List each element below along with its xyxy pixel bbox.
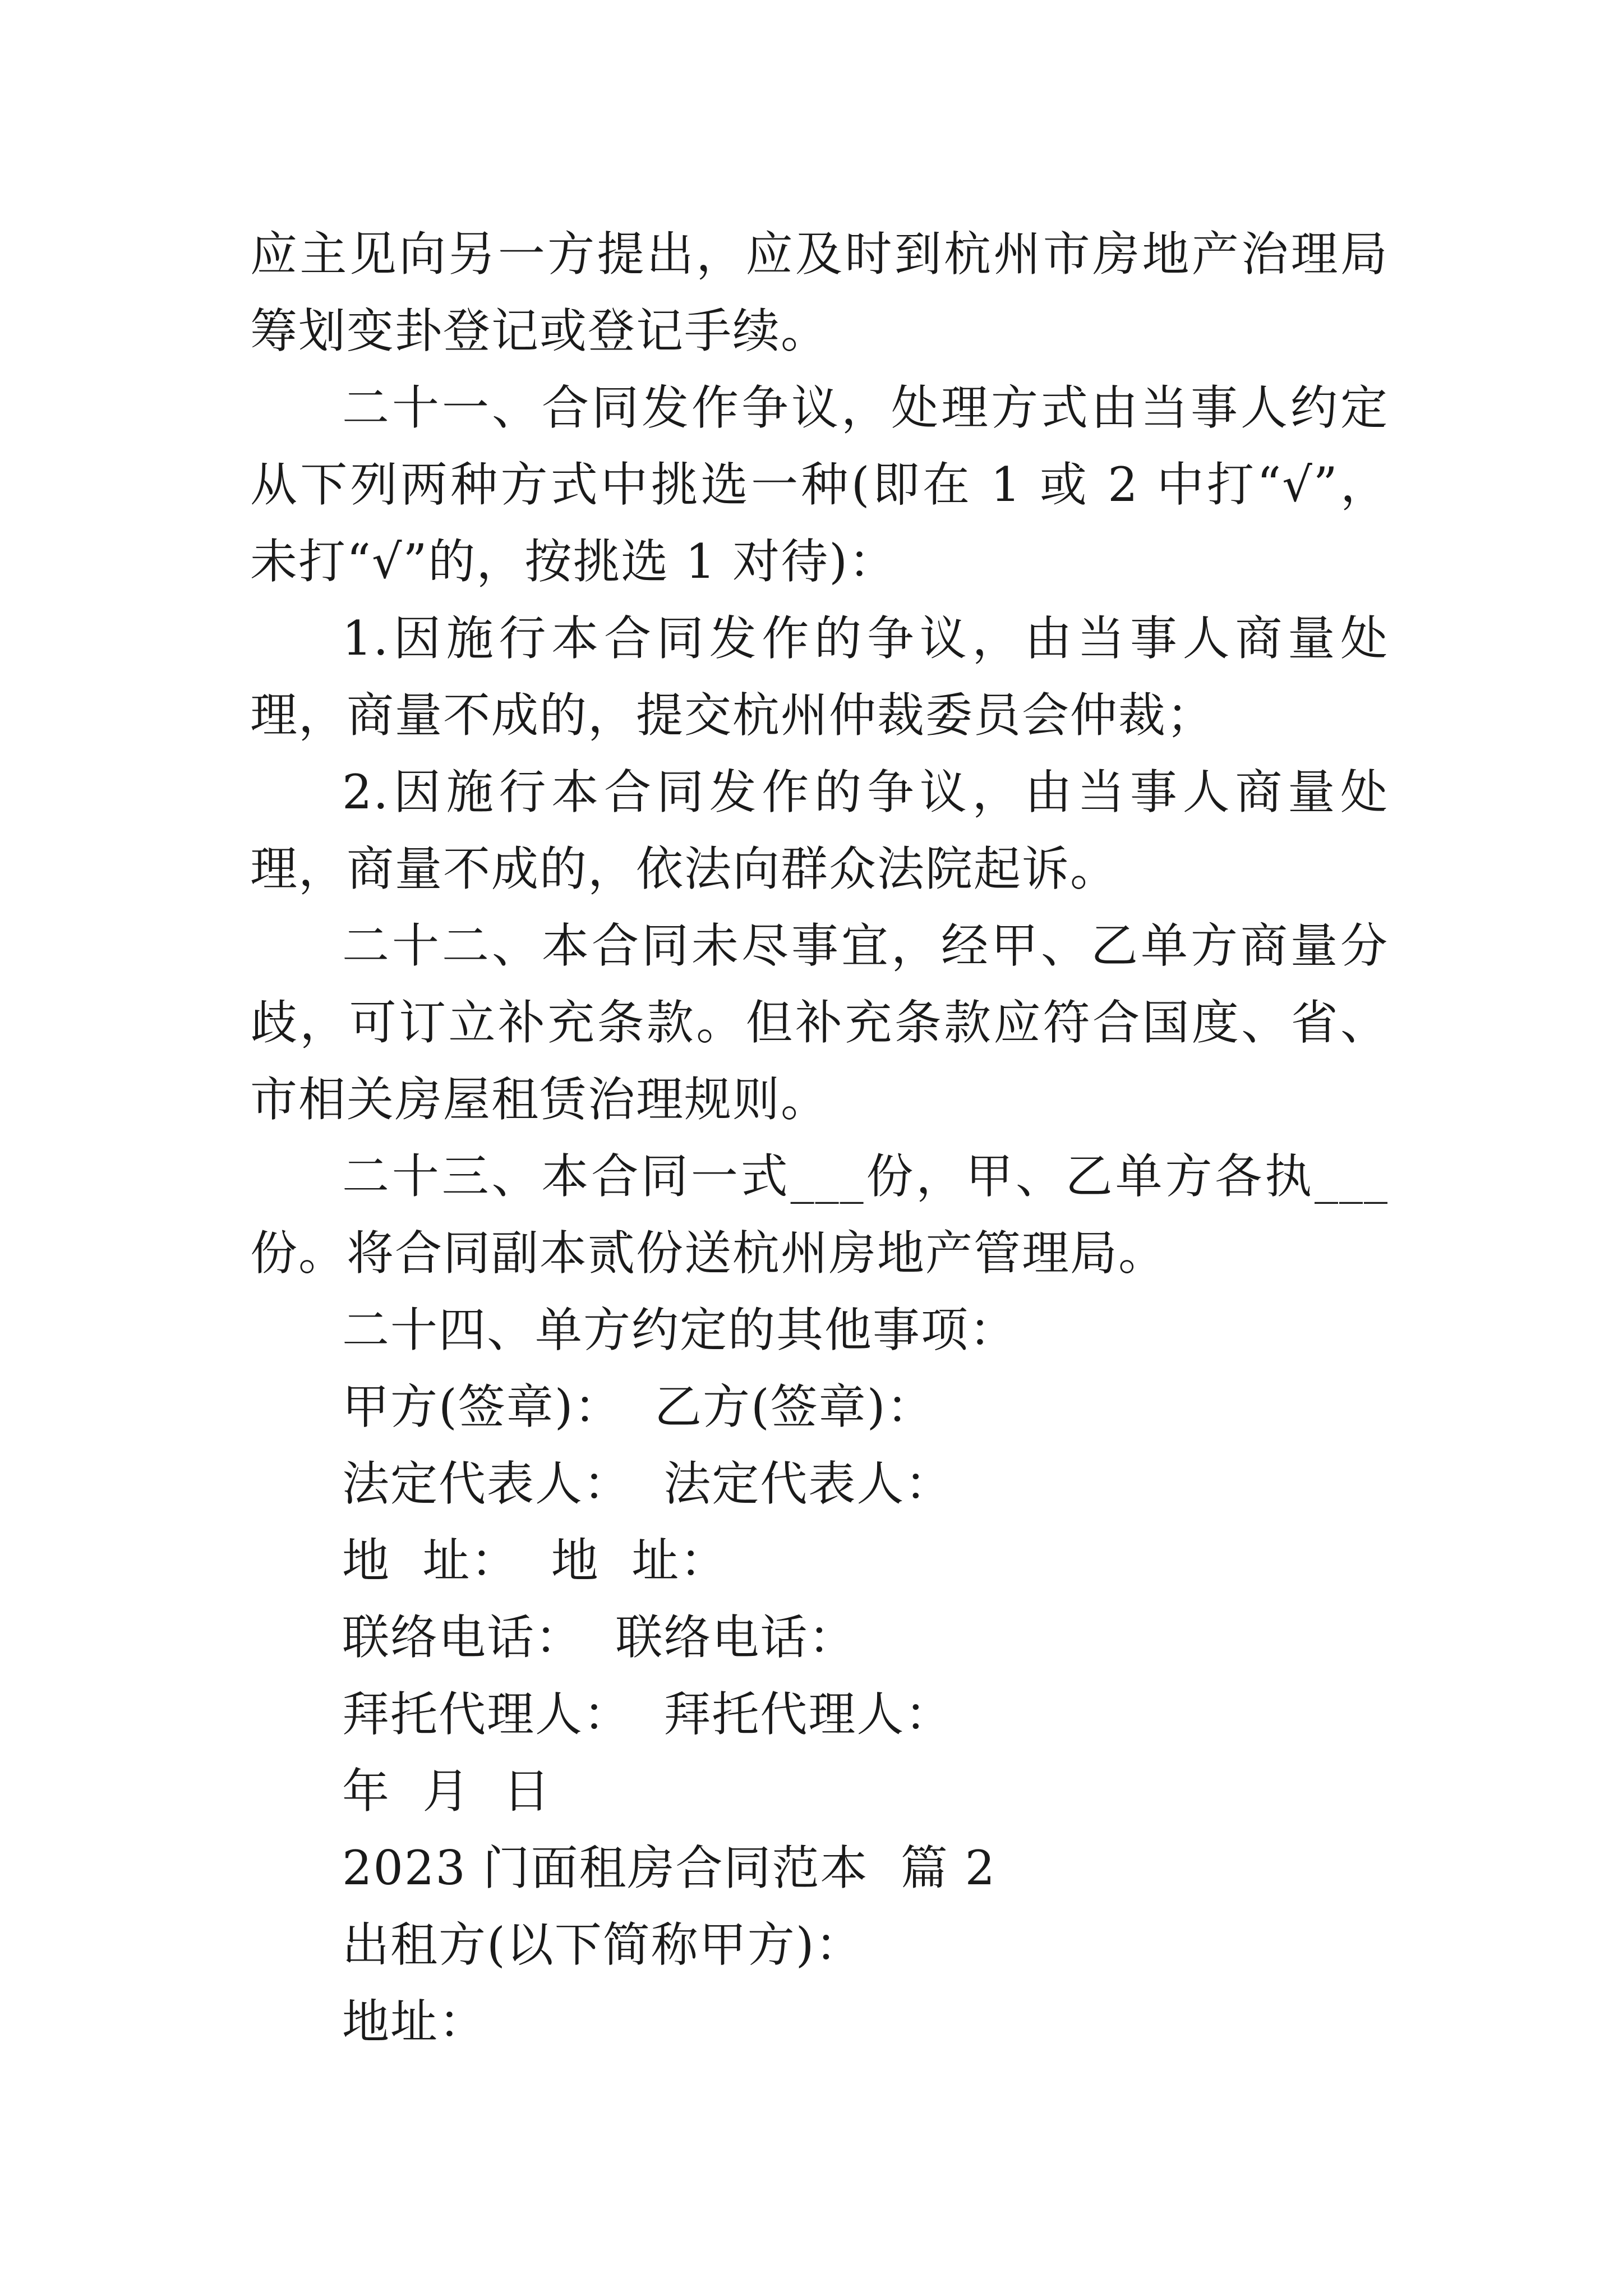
- clause-22: 二十二、本合同未尽事宜，经甲、乙单方商量分歧，可订立补充条款。但补充条款应符合国度、省、市相关房屋租赁治理规则。: [250, 918, 1389, 1127]
- section-heading: 2023 门面租房合同范本 篇 2: [342, 1841, 997, 1895]
- clause-21-option-1: 1.因施行本合同发作的争议，由当事人商量处理，商量不成的，提交杭州仲裁委员会仲裁；: [250, 611, 1389, 743]
- clause-21: 二十一、合同发作争议，处理方式由当事人约定从下列两种方式中挑选一种(即在 1 或 2 中打“√”，未打“√”的，按挑选 1 对待)：: [250, 380, 1389, 589]
- lessor-line: 出租方(以下简称甲方)：: [342, 1917, 864, 1972]
- clause-23: 二十三、本合同一式___份，甲、乙单方各执___份。将合同副本贰份送杭州房地产管理局。: [250, 1149, 1389, 1281]
- clause-24: 二十四、单方约定的其他事项：: [342, 1303, 1018, 1358]
- phone-line: 联络电话： 联络电话：: [342, 1610, 857, 1665]
- legal-representative-line: 法定代表人： 法定代表人：: [342, 1456, 953, 1511]
- address-line: 地 址： 地 址：: [342, 1533, 728, 1588]
- paragraph-continuation: 应主见向另一方提出，应及时到杭州市房地产治理局筹划变卦登记或登记手续。: [250, 227, 1389, 358]
- document-body: [250, 216, 1389, 2060]
- clause-21-option-2: 2.因施行本合同发作的争议，由当事人商量处理，商量不成的，依法向群众法院起诉。: [250, 765, 1389, 896]
- signature-party-line: 甲方(签章)： 乙方(签章)：: [342, 1379, 935, 1434]
- date-line: 年 月 日: [342, 1764, 551, 1819]
- agent-line: 拜托代理人： 拜托代理人：: [342, 1687, 953, 1742]
- lessor-address-line: 地址：: [342, 1994, 487, 2049]
